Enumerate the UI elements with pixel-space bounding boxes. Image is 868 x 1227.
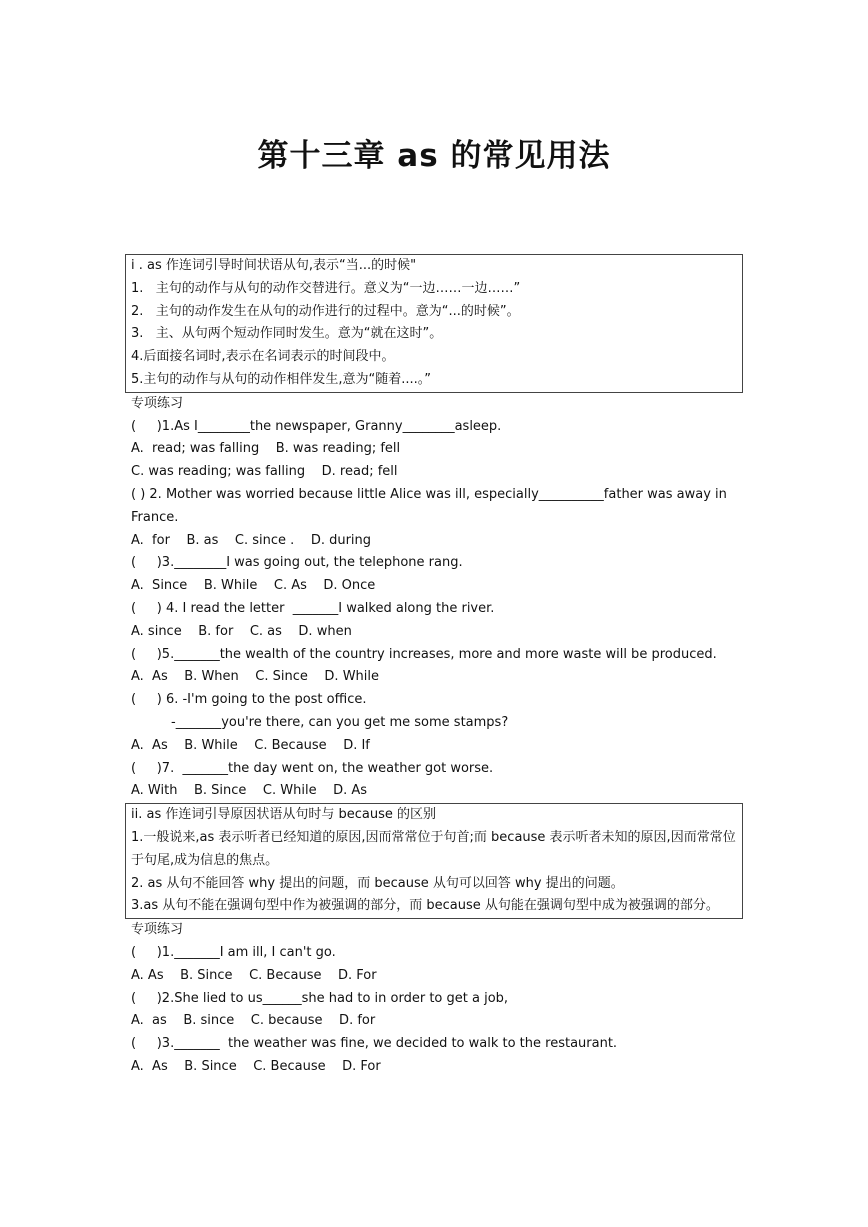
document-body [131,254,743,1079]
section1-item: 2. 主句的动作发生在从句的动作进行的过程中。意为“...的时候”。 [131,303,520,319]
section1-header: i . as 作连词引导时间状语从句,表示“当...的时候" [131,258,417,273]
options-5: A. As B. When C. Since D. While [131,669,380,685]
section2-item: 1.一般说来,as 表示听者已经知道的原因,因而常常位于句首;而 because 表示听者未知的原因,因而常常位于句尾,成为信息的焦点。 [131,829,736,868]
question-1: ( )1._______I am ill, I can't go. [131,944,336,960]
section2-item: 3.as 从句不能在强调句型中作为被强调的部分，而 because 从句能在强调句型中成为被强调的部分。 [131,898,719,914]
practice2-label: 专项练习 [131,922,184,938]
options-4: A. since B. for C. as D. when [131,623,352,639]
question-2: ( )2.She lied to us______she had to in order to get a job, [131,990,509,1006]
practice1-label: 专项练习 [131,395,184,411]
section2-box [125,803,743,919]
options-1: A. read; was falling B. was reading; fell [131,441,401,457]
section1-box [125,254,743,393]
question-3: ( )3._______ the weather was fine, we decided to walk to the restaurant. [131,1036,618,1052]
question-6-reply: -_______you're there, can you get me some stamps? [171,714,509,730]
options-2: A. as B. since C. because D. for [131,1013,376,1029]
question-2: ( ) 2. Mother was worried because little Alice was ill, especially__________father was away in France. [131,486,727,525]
options-1-cont: C. was reading; was falling D. read; fell [131,464,398,480]
section1-item: 4.后面接名词时,表示在名词表示的时间段中。 [131,349,395,365]
question-4: ( ) 4. I read the letter _______I walked along the river. [131,600,495,616]
section2-item: 2. as 从句不能回答 why 提出的问题，而 because 从句可以回答 why 提出的问题。 [131,875,624,891]
options-3: A. Since B. While C. As D. Once [131,578,376,594]
options-3: A. As B. Since C. Because D. For [131,1058,381,1074]
options-7: A. With B. Since C. While D. As [131,783,368,799]
options-6: A. As B. While C. Because D. If [131,737,370,753]
section1-item: 3. 主、从句两个短动作同时发生。意为“就在这时”。 [131,326,443,342]
question-7: ( )7. _______the day went on, the weather got worse. [131,760,494,776]
options-1: A. As B. Since C. Because D. For [131,967,377,983]
options-2: A. for B. as C. since . D. during [131,532,372,548]
section2-header: ii. as 作连词引导原因状语从句时与 because 的区别 [131,807,436,823]
question-5: ( )5._______the wealth of the country increases, more and more waste will be produced. [131,646,717,662]
question-6: ( ) 6. -I'm going to the post office. [131,692,367,708]
section1-item: 5.主句的动作与从句的动作相伴发生,意为“随着....。” [131,371,432,387]
section1-item: 1. 主句的动作与从句的动作交替进行。意义为“一边……一边……” [131,280,521,296]
page-title: 第十三章 as 的常见用法 [257,138,611,174]
question-3: ( )3.________I was going out, the telephone rang. [131,555,463,571]
question-1: ( )1.As I________the newspaper, Granny________asleep. [131,418,502,434]
